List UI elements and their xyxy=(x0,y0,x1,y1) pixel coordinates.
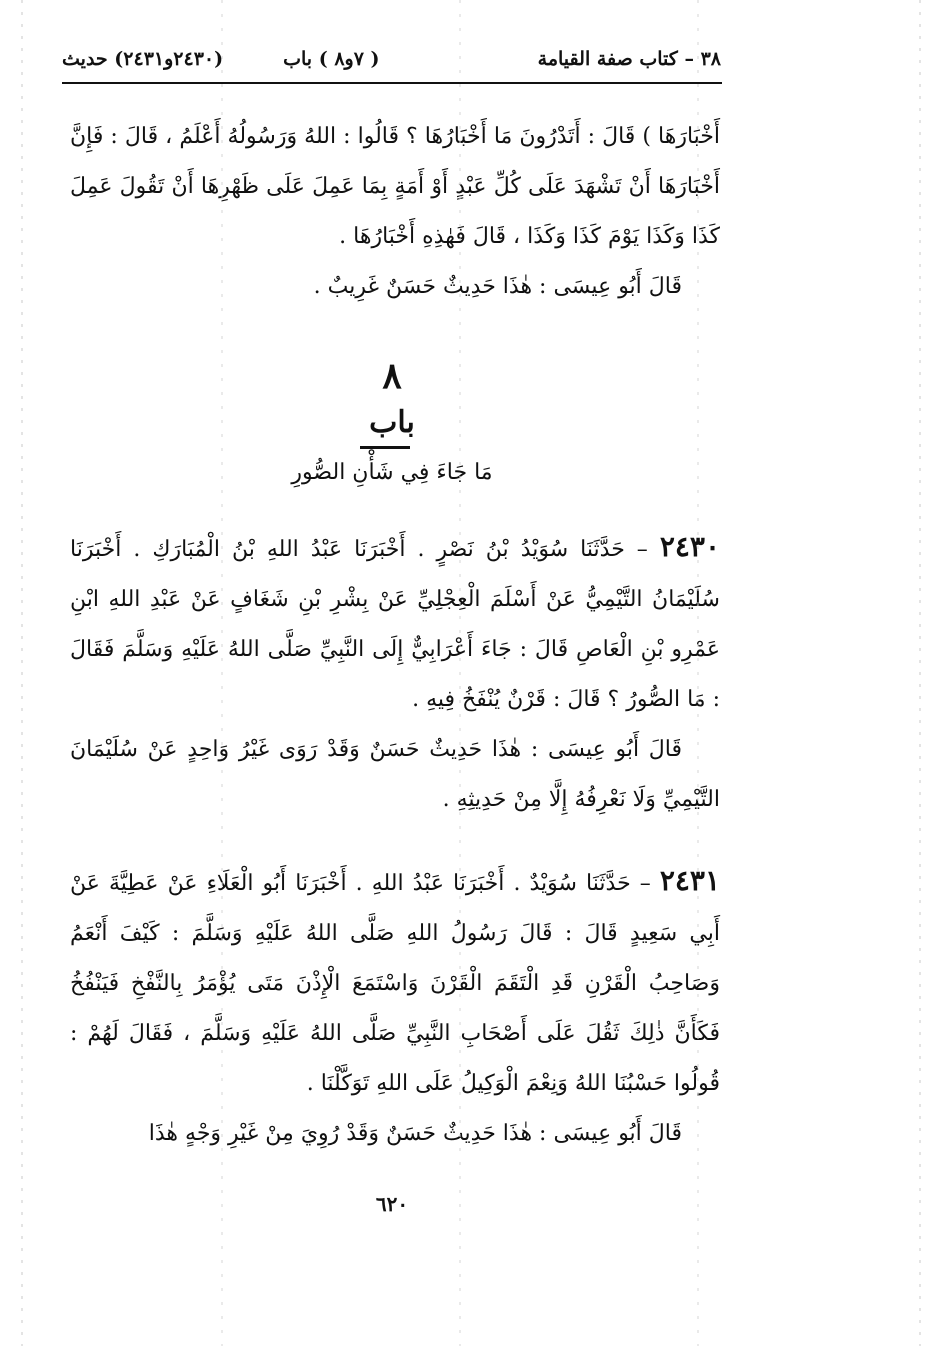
hadith-2430-block xyxy=(70,522,720,825)
running-header xyxy=(62,42,721,76)
header-book-title: ٣٨ – كتاب صفة القيامة xyxy=(537,48,721,70)
hadith-2431-comment: قَالَ أَبُو عِيسَى : هٰذَا حَدِيثٌ حَسَنٌ وَقَدْ رُوِيَ مِنْ غَيْرِ وَجْهٍ هٰذَا xyxy=(148,1121,682,1146)
hadith-2430-number: ٢٤٣٠ xyxy=(659,530,720,563)
hadith-2430-paragraph xyxy=(70,522,720,725)
hadith-2430-comment: قَالَ أَبُو عِيسَى : هٰذَا حَدِيثٌ حَسَنٌ وَقَدْ رَوَى غَيْرُ وَاحِدٍ عَنْ سُلَيْمَانَ التَّيْمِيِّ وَلَا نَعْرِفُهُ إِلَّا مِنْ حَدِيثِهِ . xyxy=(70,737,720,812)
hadith-2431-number: ٢٤٣١ xyxy=(659,864,720,897)
chapter-title: مَا جَاءَ فِي شَأْنِ الصُّورِ xyxy=(291,460,493,485)
header-chapter-range: ( ٧و٨ ) باب xyxy=(283,48,380,70)
continued-paragraph: أَخْبَارَهَا ) قَالَ : أَتَدْرُونَ مَا أَخْبَارُهَا ؟ قَالُوا : اللهُ وَرَسُولُهُ أَعْلَمُ ، قَالَ : فَإِنَّ أَخْبَارَهَا أَنْ تَشْهَدَ عَلَى كُلِّ عَبْدٍ أَوْ أَمَةٍ بِمَا عَمِلَ عَلَى ظَهْرِهَا أَنْ تَقُولَ عَمِلَ كَذَا وَكَذَا يَوْمَ كَذَا وَكَذَا ، قَالَ فَهٰذِهِ أَخْبَارُهَا . xyxy=(70,124,720,249)
hadith-2431-block xyxy=(70,856,720,1159)
chapter-label: باب xyxy=(369,405,415,440)
header-ranges xyxy=(62,48,380,70)
grading-paragraph: قَالَ أَبُو عِيسَى : هٰذَا حَدِيثٌ حَسَنٌ غَرِيبٌ . xyxy=(313,274,682,299)
hadith-2431-text: – حَدَّثَنَا سُوَيْدٌ . أَخْبَرَنَا عَبْدُ اللهِ . أَخْبَرَنَا أَبُو الْعَلَاءِ عَنْ عَطِيَّةَ عَنْ أَبِي سَعِيدٍ قَالَ : قَالَ رَسُولُ اللهِ صَلَّى اللهُ عَلَيْهِ وَسَلَّمَ : كَيْفَ أَنْعَمُ وَصَاحِبُ الْقَرْنِ قَدِ الْتَقَمَ الْقَرْنَ وَاسْتَمَعَ الْإِذْنَ مَتَى يُؤْمَرُ بِالنَّفْخِ فَيَنْفُخُ فَكَأَنَّ ذٰلِكَ ثَقُلَ عَلَى أَصْحَابِ النَّبِيِّ صَلَّى اللهُ عَلَيْهِ وَسَلَّمَ ، فَقَالَ لَهُمْ : قُولُوا حَسْبُنَا اللهُ وَنِعْمَ الْوَكِيلُ عَلَى اللهِ تَوَكَّلْنَا . xyxy=(70,871,720,1096)
continued-text-block xyxy=(70,112,720,312)
hadith-2431-paragraph xyxy=(70,856,720,1109)
chapter-number: ٨ xyxy=(382,355,402,397)
header-rule xyxy=(62,82,722,84)
chapter-label-underline xyxy=(360,446,410,449)
header-hadith-range: (٢٤٣٠و٢٤٣١) حديث xyxy=(62,48,224,70)
page-number: ٦٢٠ xyxy=(375,1192,409,1216)
hadith-2430-text: – حَدَّثَنَا سُوَيْدُ بْنُ نَصْرٍ . أَخْبَرَنَا عَبْدُ اللهِ بْنُ الْمُبَارَكِ . أَخْبَرَنَا سُلَيْمَانُ التَّيْمِيُّ عَنْ أَسْلَمَ الْعِجْلِيِّ عَنْ بِشْرِ بْنِ شَغَافٍ عَنْ عَبْدِ اللهِ ابْنِ عَمْرِو بْنِ الْعَاصِ قَالَ : جَاءَ أَعْرَابِيٌّ إِلَى النَّبِيِّ صَلَّى اللهُ عَلَيْهِ وَسَلَّمَ فَقَالَ : مَا الصُّورُ ؟ قَالَ : قَرْنٌ يُنْفَخُ فِيهِ . xyxy=(70,537,720,712)
